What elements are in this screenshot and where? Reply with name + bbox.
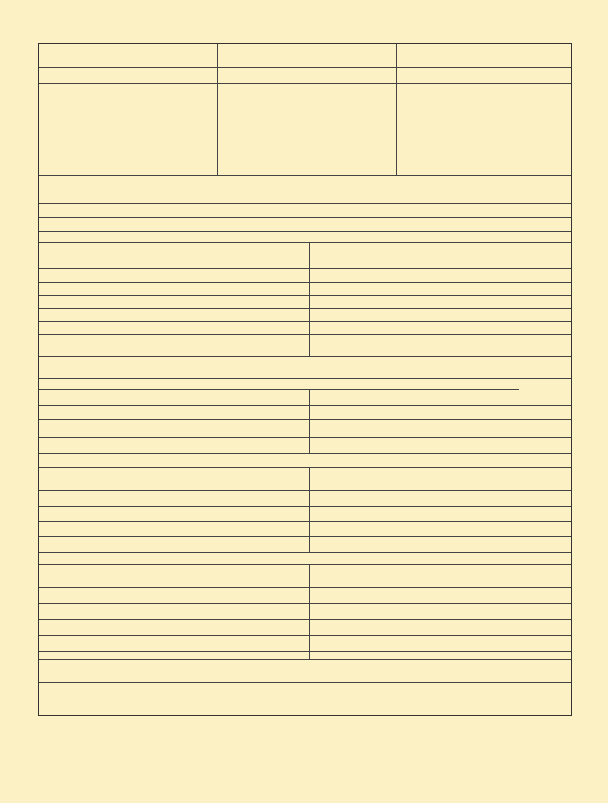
- divider: [39, 242, 571, 243]
- divider: [309, 564, 310, 659]
- divider: [39, 67, 571, 68]
- divider: [39, 175, 571, 176]
- race-program-sheet: [38, 43, 572, 716]
- divider: [39, 552, 571, 553]
- divider: [39, 334, 571, 335]
- divider: [39, 521, 571, 522]
- divider: [39, 282, 571, 283]
- divider: [39, 268, 571, 269]
- divider: [39, 321, 571, 322]
- divider: [39, 83, 571, 84]
- divider: [39, 603, 571, 604]
- event-1-header: [39, 46, 217, 55]
- event-2-header: [217, 46, 396, 55]
- divider: [39, 619, 571, 620]
- divider: [309, 242, 310, 356]
- divider: [39, 378, 571, 379]
- divider: [39, 635, 571, 636]
- divider: [39, 587, 571, 588]
- divider: [39, 203, 571, 204]
- divider: [39, 295, 571, 296]
- event-3-header: [396, 46, 573, 55]
- divider: [39, 536, 571, 537]
- divider: [39, 419, 571, 420]
- divider: [39, 651, 571, 652]
- divider: [39, 389, 519, 390]
- divider: [39, 506, 571, 507]
- divider: [39, 659, 571, 660]
- divider: [396, 44, 397, 175]
- divider: [39, 308, 571, 309]
- divider: [39, 564, 571, 565]
- divider: [217, 44, 218, 175]
- divider: [309, 389, 310, 453]
- divider: [39, 405, 571, 406]
- divider: [39, 217, 571, 218]
- divider: [39, 490, 571, 491]
- divider: [39, 356, 571, 357]
- divider: [39, 231, 571, 232]
- divider: [39, 453, 571, 454]
- divider: [39, 682, 571, 683]
- divider: [309, 467, 310, 552]
- divider: [39, 437, 571, 438]
- divider: [39, 467, 571, 468]
